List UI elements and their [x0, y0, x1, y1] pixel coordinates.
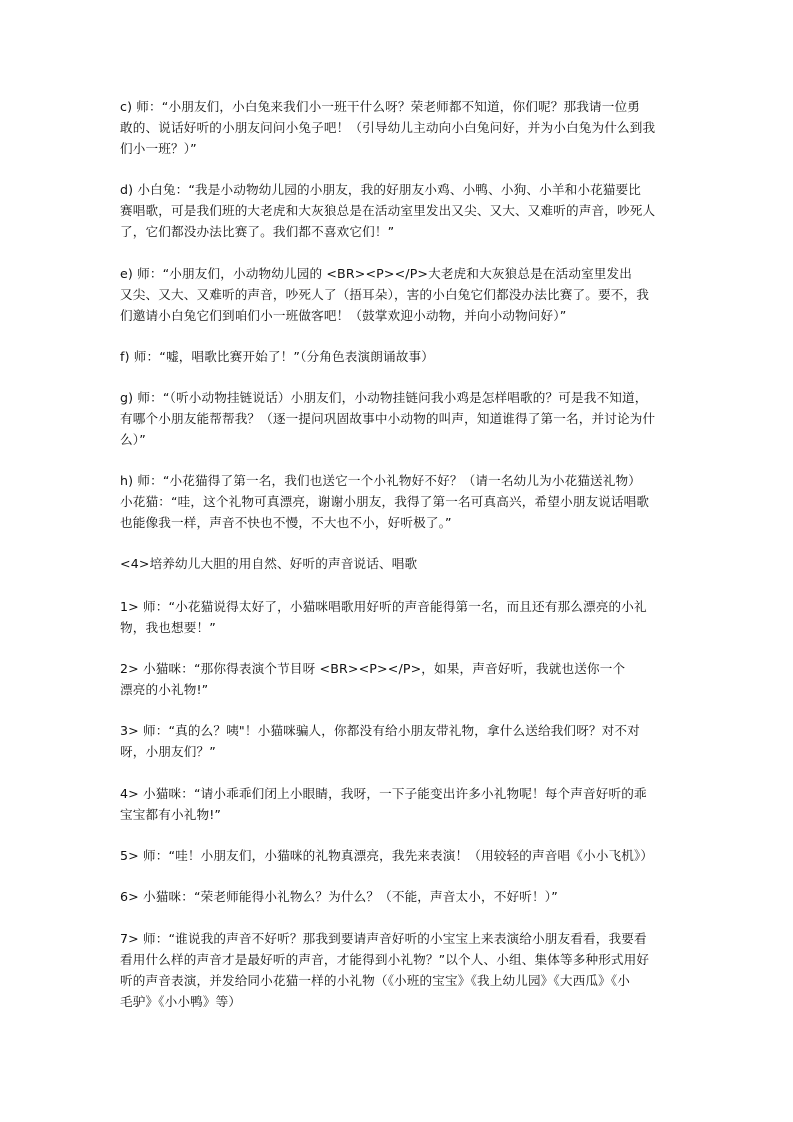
paragraph-2: [120, 658, 680, 700]
paragraph-1: [120, 596, 680, 638]
paragraph-f: [120, 346, 680, 367]
text-line: 3> 师：“真的么？咦"！小猫咪骗人，你都没有给小朋友带礼物，拿什么送给我们呀？对不对: [120, 723, 640, 738]
paragraph-7: [120, 928, 680, 1012]
text-line: 么）”: [120, 432, 146, 447]
text-line: 5> 师：“哇！小朋友们，小猫咪的礼物真漂亮，我先来表演！（用较轻的声音唱《小小飞机》）: [120, 848, 654, 863]
text-line: 也能像我一样，声音不快也不慢，不大也不小，好听极了。”: [120, 515, 452, 530]
text-line: 1> 师：“小花猫说得太好了，小猫咪唱歌用好听的声音能得第一名，而且还有那么漂亮的小礼: [120, 599, 647, 614]
text-line: 呀，小朋友们？”: [120, 744, 216, 759]
paragraph-c: [120, 96, 680, 159]
paragraph-4: [120, 783, 680, 825]
text-line: 有哪个小朋友能帮帮我？（逐一提问巩固故事中小动物的叫声，知道谁得了第一名，并讨论为什: [120, 411, 656, 426]
paragraph-d: [120, 179, 680, 242]
text-line: 宝宝都有小礼物!”: [120, 807, 222, 822]
text-line: 4> 小猫咪：“请小乖乖们闭上小眼睛，我呀，一下子能变出许多小礼物呢！每个声音好听的乖: [120, 786, 647, 801]
paragraph-g: [120, 387, 680, 450]
text-line: 看用什么样的声音才是最好听的声音，才能得到小礼物？”以个人、小组、集体等多种形式用好: [120, 952, 650, 967]
section-heading-4: [120, 553, 680, 574]
text-line: f) 师：“嘘，唱歌比赛开始了！”（分角色表演朗诵故事）: [120, 349, 434, 364]
text-line: d) 小白兔：“我是小动物幼儿园的小朋友，我的好朋友小鸡、小鸭、小狗、小羊和小花猫要比: [120, 182, 642, 197]
text-line: 小花猫：“哇，这个礼物可真漂亮，谢谢小朋友，我得了第一名可真高兴，希望小朋友说话唱歌: [120, 494, 650, 509]
text-line: 毛驴》《小小鸭》等）: [120, 994, 242, 1009]
text-line: 们邀请小白兔它们到咱们小一班做客吧！（鼓掌欢迎小动物，并向小动物问好）”: [120, 308, 567, 323]
text-line: 7> 师：“谁说我的声音不好听？那我到要请声音好听的小宝宝上来表演给小朋友看看，我要看: [120, 931, 647, 946]
text-line: 听的声音表演，并发给同小花猫一样的小礼物（《小班的宝宝》《我上幼儿园》《大西瓜》《小: [120, 973, 631, 988]
text-line: h) 师：“小花猫得了第一名，我们也送它一个小礼物好不好？（请一名幼儿为小花猫送礼物）: [120, 473, 642, 488]
paragraph-3: [120, 720, 680, 762]
text-line: 了，它们都没办法比赛了。我们都不喜欢它们！”: [120, 224, 395, 239]
paragraph-e: [120, 263, 680, 326]
text-line: 6> 小猫咪：“荣老师能得小礼物么？为什么？（不能，声音太小，不好听！）”: [120, 889, 558, 904]
text-line: 赛唱歌，可是我们班的大老虎和大灰狼总是在活动室里发出又尖、又大、又难听的声音，吵死人: [120, 203, 656, 218]
text-line: 漂亮的小礼物!”: [120, 682, 209, 697]
text-line: 们小一班？）”: [120, 141, 197, 156]
text-line: 2> 小猫咪：“那你得表演个节目呀 <BR><P></P>，如果，声音好听，我就也送你一个: [120, 661, 626, 676]
text-line: c) 师：“小朋友们，小白兔来我们小一班干什么呀？荣老师都不知道，你们呢？那我请一位勇: [120, 99, 640, 114]
paragraph-6: [120, 886, 680, 907]
text-line: <4>培养幼儿大胆的用自然、好听的声音说话、唱歌: [120, 556, 418, 571]
text-line: e) 师：“小朋友们，小动物幼儿园的 <BR><P></P>大老虎和大灰狼总是在活动室里发出: [120, 266, 633, 281]
text-line: 物，我也想要！”: [120, 620, 216, 635]
text-line: 敢的、说话好听的小朋友问问小兔子吧！（引导幼儿主动向小白兔问好，并为小白兔为什么到我: [120, 120, 656, 135]
paragraph-5: [120, 845, 680, 866]
paragraph-h: [120, 470, 680, 533]
text-line: 又尖、又大、又难听的声音，吵死人了（捂耳朵），害的小白兔它们都没办法比赛了。要不，我: [120, 287, 649, 302]
text-line: g) 师：“（听小动物挂链说话）小朋友们，小动物挂链问我小鸡是怎样唱歌的？可是我不知道，: [120, 390, 648, 405]
